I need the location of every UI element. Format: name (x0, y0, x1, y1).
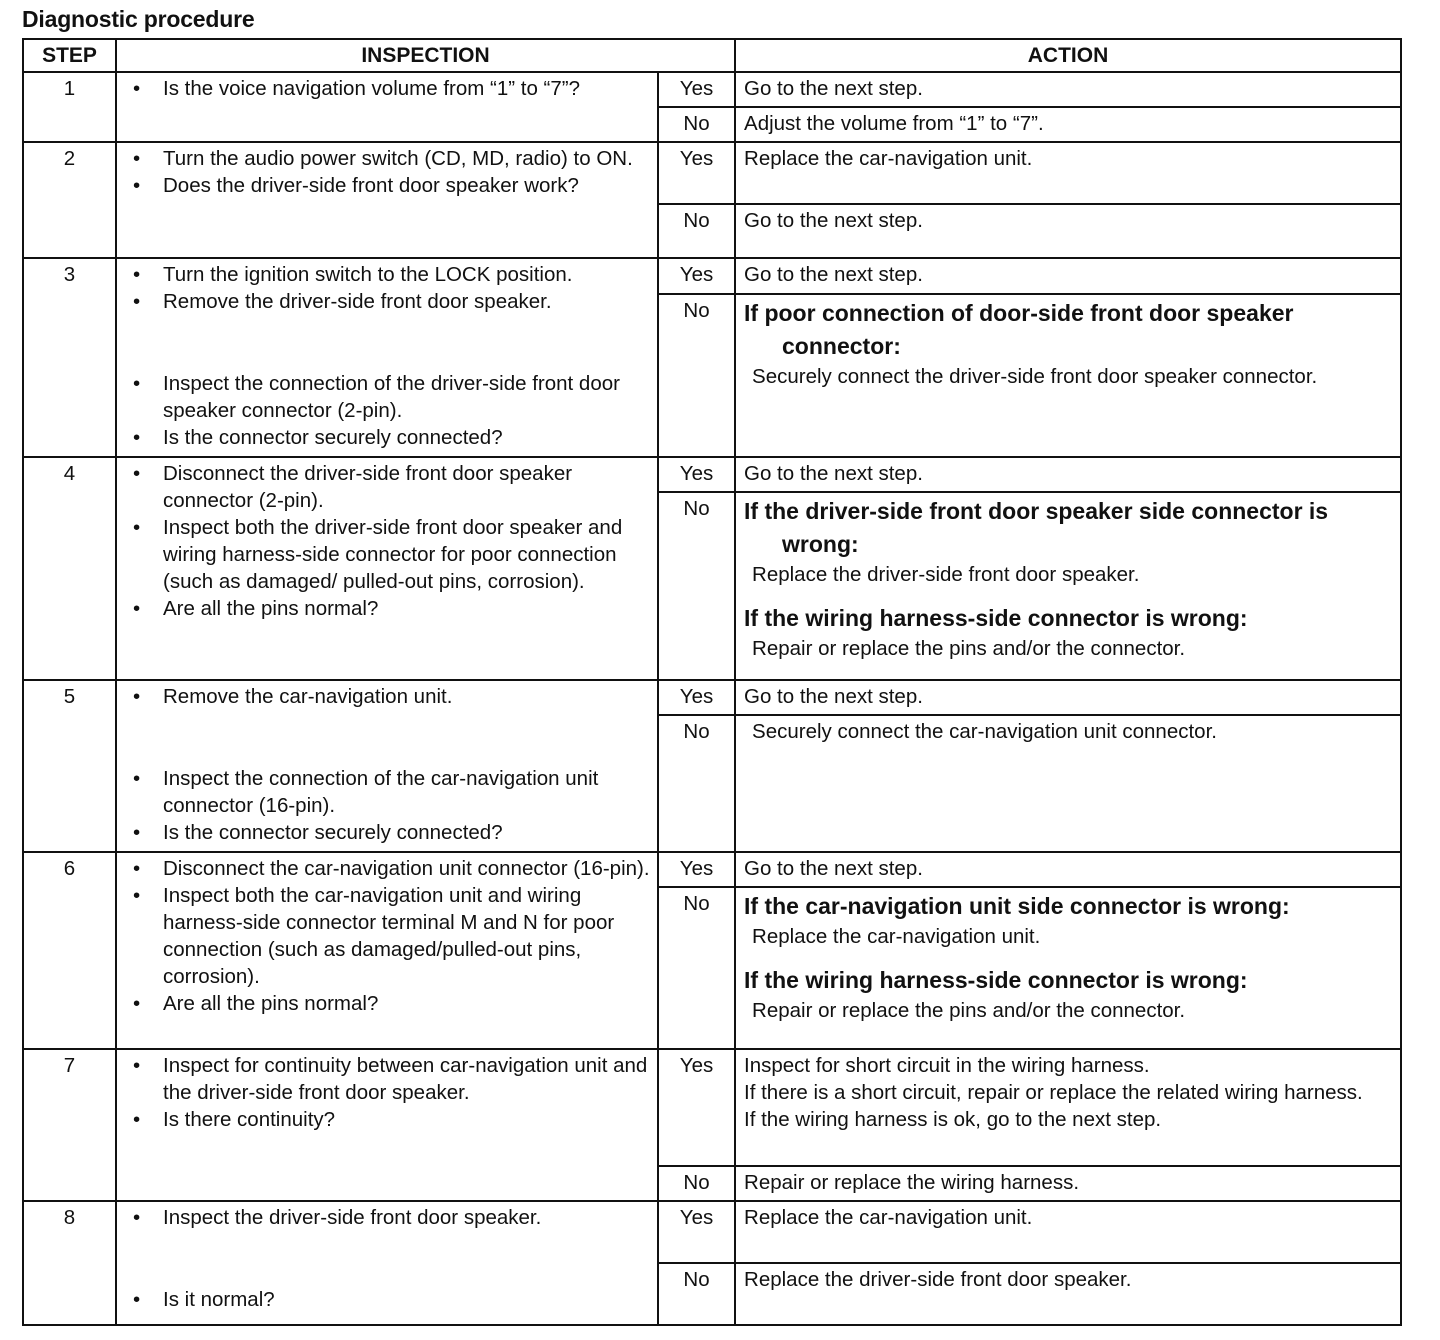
answer-yes: Yes (658, 1201, 735, 1263)
answer-yes: Yes (658, 1049, 735, 1165)
condition-heading: If the driver-side front door speaker side connector is wrong: (744, 497, 1329, 557)
answer-yes: Yes (658, 457, 735, 492)
action-no (735, 715, 1401, 851)
header-step: STEP (23, 39, 116, 72)
step-number: 4 (23, 457, 116, 681)
action-yes: Go to the next step. (735, 72, 1401, 107)
step-number: 6 (23, 852, 116, 1049)
step-number: 5 (23, 680, 116, 851)
action-no (735, 887, 1401, 1049)
answer-yes: Yes (658, 680, 735, 715)
answer-no: No (658, 715, 735, 851)
inspection-item: • Inspect both the driver-side front door speaker and wiring harness-side connector for poor connection (such as damaged/ pulled-out pins, corrosion). (131, 514, 653, 595)
step-row-yes (23, 680, 1401, 715)
inspection-item: • Disconnect the car-navigation unit connector (16-pin). (131, 855, 653, 882)
answer-yes: Yes (658, 258, 735, 293)
inspection-item: • Remove the car-navigation unit. (131, 683, 653, 710)
inspection-item: • Is the connector securely connected? (131, 424, 653, 451)
answer-no: No (658, 1263, 735, 1325)
step-row-yes (23, 1201, 1401, 1263)
inspection-cell (116, 72, 658, 142)
page-title: Diagnostic procedure (22, 6, 255, 32)
answer-yes: Yes (658, 852, 735, 887)
step-number: 1 (23, 72, 116, 142)
step-number: 2 (23, 142, 116, 258)
inspection-item: • Inspect the connection of the car-navigation unit connector (16-pin). (131, 765, 653, 819)
action-no: Replace the driver-side front door speaker. (735, 1263, 1401, 1325)
step-row-yes (23, 852, 1401, 887)
step-row-yes (23, 457, 1401, 492)
inspection-cell (116, 1049, 658, 1200)
inspection-item: • Is there continuity? (131, 1106, 653, 1133)
action-no: Adjust the volume from “1” to “7”. (735, 107, 1401, 142)
header-action: ACTION (735, 39, 1401, 72)
answer-yes: Yes (658, 142, 735, 204)
condition-action: Replace the driver-side front door speaker. (752, 562, 1140, 586)
answer-no: No (658, 1166, 735, 1201)
condition-action: Repair or replace the pins and/or the connector. (752, 998, 1186, 1022)
header-row (23, 39, 1401, 72)
action-yes: Go to the next step. (735, 852, 1401, 887)
inspection-cell (116, 1201, 658, 1325)
action-no: Repair or replace the wiring harness. (735, 1166, 1401, 1201)
answer-no: No (658, 294, 735, 457)
condition-heading: If the car-navigation unit side connector is wrong: (744, 892, 1290, 919)
action-no: Go to the next step. (735, 204, 1401, 258)
inspection-item: • Turn the audio power switch (CD, MD, radio) to ON. (131, 145, 653, 172)
step-row-yes (23, 72, 1401, 107)
inspection-cell (116, 852, 658, 1049)
condition-action: Securely connect the driver-side front door speaker connector. (752, 364, 1318, 388)
action-line: Inspect for short circuit in the wiring harness. (744, 1054, 1150, 1078)
action-line: If the wiring harness is ok, go to the next step. (744, 1108, 1162, 1132)
action-no (735, 294, 1401, 457)
step-number: 8 (23, 1201, 116, 1325)
inspection-item: • Inspect both the car-navigation unit and wiring harness-side connector terminal M and N for poor connection (such as damaged/pulled-out pins, corrosion). (131, 882, 653, 990)
step-number: 7 (23, 1049, 116, 1200)
condition-heading: If the wiring harness-side connector is wrong: (744, 604, 1248, 631)
condition-heading: If poor connection of door-side front door speaker connector: (744, 299, 1294, 359)
action-yes (735, 1049, 1401, 1165)
inspection-item: • Are all the pins normal? (131, 595, 653, 622)
step-number: 3 (23, 258, 116, 456)
answer-no: No (658, 204, 735, 258)
inspection-cell (116, 258, 658, 456)
action-yes: Go to the next step. (735, 258, 1401, 293)
action-line: If there is a short circuit, repair or replace the related wiring harness. (744, 1081, 1363, 1105)
condition-action: Repair or replace the pins and/or the connector. (752, 636, 1186, 660)
header-inspection: INSPECTION (116, 39, 735, 72)
inspection-item: • Remove the driver-side front door speaker. (131, 288, 653, 315)
inspection-item: • Turn the ignition switch to the LOCK position. (131, 261, 653, 288)
step-row-yes (23, 142, 1401, 204)
inspection-item: • Is the connector securely connected? (131, 819, 653, 846)
action-yes: Go to the next step. (735, 457, 1401, 492)
action-yes: Go to the next step. (735, 680, 1401, 715)
inspection-item: • Inspect the connection of the driver-side front door speaker connector (2-pin). (131, 370, 653, 424)
inspection-item: • Does the driver-side front door speaker work? (131, 172, 653, 199)
action-yes: Replace the car-navigation unit. (735, 1201, 1401, 1263)
action-yes: Replace the car-navigation unit. (735, 142, 1401, 204)
answer-yes: Yes (658, 72, 735, 107)
inspection-cell (116, 142, 658, 258)
condition-heading: If the wiring harness-side connector is wrong: (744, 966, 1248, 993)
answer-no: No (658, 887, 735, 1049)
inspection-item: • Disconnect the driver-side front door speaker connector (2-pin). (131, 460, 653, 514)
inspection-item: • Inspect for continuity between car-navigation unit and the driver-side front door speaker. (131, 1052, 653, 1106)
step-row-yes (23, 258, 1401, 293)
condition-action: Securely connect the car-navigation unit connector. (752, 720, 1217, 744)
inspection-item: • Inspect the driver-side front door speaker. (131, 1204, 653, 1231)
condition-action: Replace the car-navigation unit. (752, 924, 1041, 948)
answer-no: No (658, 107, 735, 142)
inspection-cell (116, 680, 658, 851)
step-row-yes (23, 1049, 1401, 1165)
diagnostic-table (22, 38, 1402, 1326)
inspection-item: • Is the voice navigation volume from “1” to “7”? (131, 75, 653, 102)
inspection-item: • Is it normal? (131, 1286, 653, 1313)
action-no (735, 492, 1401, 680)
answer-no: No (658, 492, 735, 680)
inspection-item: • Are all the pins normal? (131, 990, 653, 1017)
inspection-cell (116, 457, 658, 681)
